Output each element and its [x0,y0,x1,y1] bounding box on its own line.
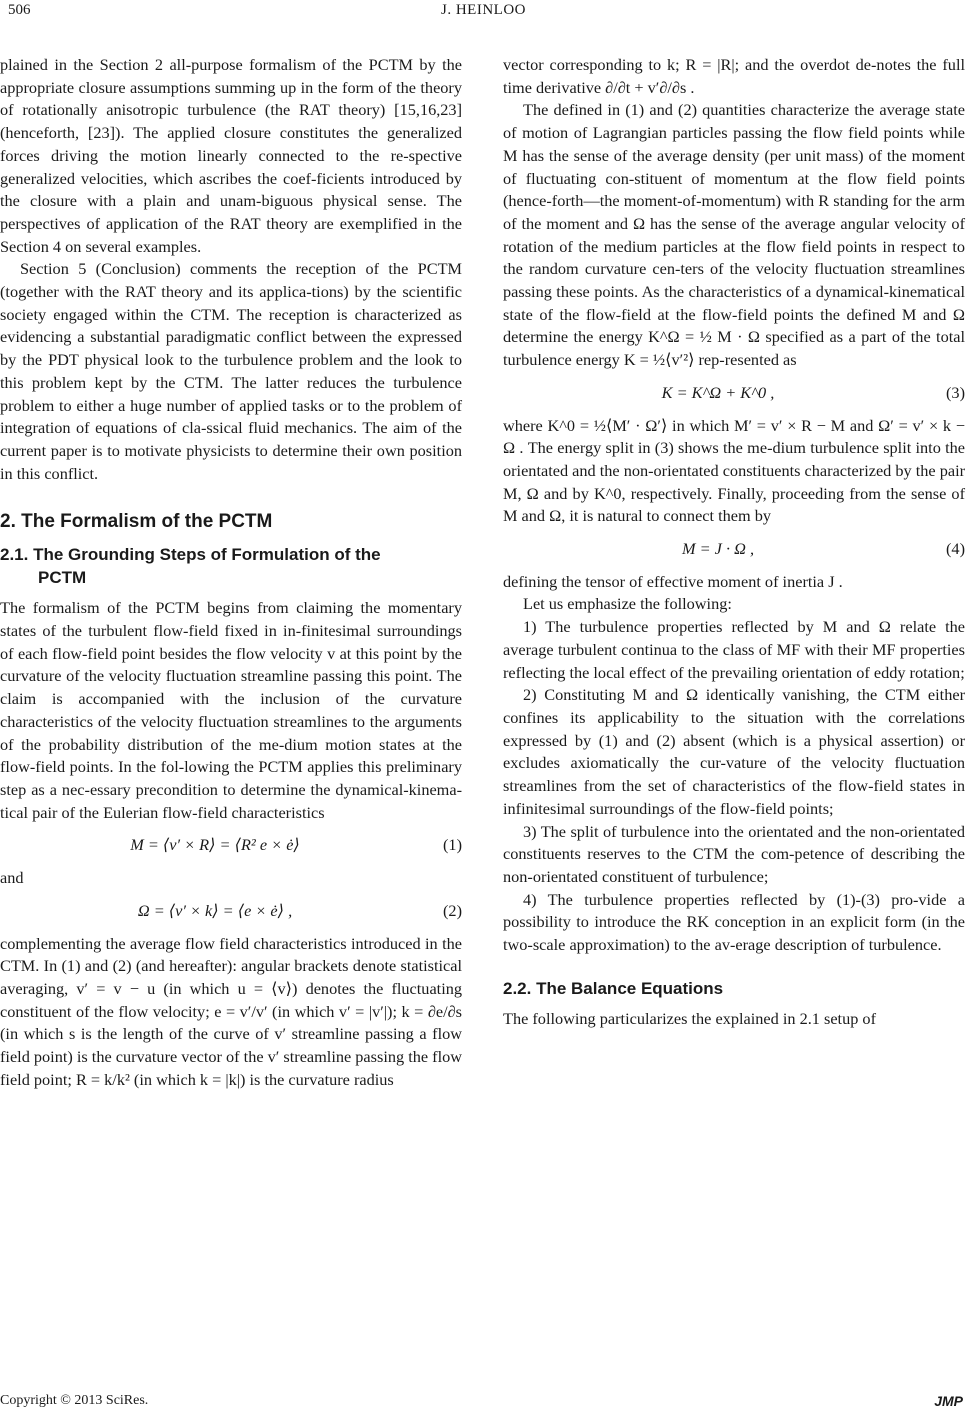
running-author: J. HEINLOO [441,2,526,18]
equation-number: (2) [443,900,462,920]
equation-3 [503,382,965,405]
paragraph: vector corresponding to k; R = |R|; and the overdot de-notes the full time derivative ∂/∂t + v′∂/∂s . [503,55,965,97]
paragraph: and [0,868,24,888]
paragraph: The defined in (1) and (2) quantities characterize the average state of motion of Lagrangian particles passing the flow field points while M has the sense of the average density (per unit mass) of the moment of fluctuating con-stituent of momentum at the flow field points (hence-forth—the moment-of-momentum) with R standing for the arm of the moment and Ω has the sense of the average angular velocity of rotation of the medium particles at the flow field points in respect to the random curvature cen-ters of the velocity fluctuation streamlines passing these points. As the characteristics of a dynamical-kinematical state of the flow-field at the flow-field points the defined M and Ω determine the energy K^Ω = ½ M · Ω specified as a part of the total turbulence energy K = ½⟨v′²⟩ rep-resented as [503,100,965,370]
equation-1 [0,834,462,857]
equation-formula: M = ⟨v′ × R⟩ = ⟨R² e × ė⟩ [130,835,300,855]
paragraph: complementing the average flow field characteristics introduced in the CTM. In (1) and (2) (and hereafter): angular brackets denote statistical averaging, v′ = v − u (in which u = ⟨v⟩) denotes the fluctuating constituent of the flow velocity; e = v′/v′ (in which v′ = |v′|); k = ∂e/∂s (in which s is the length of the curve of v′ streamline passing a flow field point) is the curvature vector of the v′ streamline passing the flow field point; R = k/k² (in which k = |k|) is the curvature radius [0,933,463,1089]
subsection-heading: 2.2. The Balance Equations [503,978,724,998]
subsection-heading [0,543,462,589]
section-heading: 2. The Formalism of the PCTM [0,511,273,533]
list-item: 4) The turbulence properties reflected by (1)-(3) pro-vide a possibility to introduce the RK conception in an explicit form (in the two-scale approximation) to the av-erage description of turbulence. [503,889,965,955]
list-item: 2) Constituting M and Ω identically vanishing, the CTM either confines its applicability to the situation with the correlations expressed by (1) and (2) absent (which is a physical assertion) or excludes axiomatically the cur-vature of the velocity fluctuation streamlines from the set of characteristics of the flow-field states in infinitesimal surroundings of the flow-field points; [503,685,965,818]
left-column [0,54,462,1091]
list-item: 3) The split of turbulence into the orientated and the non-orientated constituents reserves to the CTM the com-petence of describing the non-orientated constituent of turbulence; [503,821,965,886]
list-item: 1) The turbulence properties reflected by M and Ω relate the average turbulent continua to the class of MF with their MF properties reflecting the local effect of the prevailing orientation of eddy rotation; [503,617,965,682]
paragraph: plained in the Section 2 all-purpose formalism of the PCTM by the appropriate closure assumptions summing up in the form of the theory of rotationally anisotropic turbulence (the RAT theory) [15,16,23] (henceforth, [23]). The applied closure constitutes the generalized forces driving the motion linearly connected to the re-spective generalized velocities, which ascribes the coef-ficients introduced by the closure with a plain and unam-biguous physical sense. The perspectives of application of the RAT theory are exemplified in the Section 4 on several examples. [0,55,462,256]
paragraph: defining the tensor of effective moment of inertia J . [503,571,843,591]
page-number: 506 [8,2,31,18]
page-header [0,0,967,30]
subsection-heading-line1: 2.1. The Grounding Steps of Formulation of the [0,545,381,565]
equation-4 [503,538,965,561]
paragraph: Let us emphasize the following: [523,594,732,614]
equation-number: (3) [946,382,965,402]
subsection-heading-line2: PCTM [38,568,87,588]
equation-formula: Ω = ⟨v′ × k⟩ = ⟨e × ė⟩ , [137,900,293,920]
equation-formula: K = K^Ω + K^0 , [661,382,775,402]
equation-number: (4) [946,539,965,559]
paragraph: The formalism of the PCTM begins from claiming the momentary states of the turbulent flow-field fixed in in-finitesimal surroundings of each flow-field point besides the flow velocity v at this point by the curvature of the velocity fluctuation streamline passing this point. The claim is accompanied with the inclusion of the curvature characteristics of the velocity fluctuation streamlines to the arguments of the probability distribution of the me-dium motion states at the flow-field points. In the fol-lowing the PCTM applies this preliminary step as a nec-essary precondition to determine the dynamical-kinema-tical pair of the Eulerian flow-field characteristics [0,598,462,822]
equation-formula: M = J · Ω , [681,539,755,559]
right-column [503,54,965,1030]
paragraph: where K^0 = ½⟨M′ · Ω′⟩ in which M′ = v′ × R − M and Ω′ = v′ × k − Ω . The energy split in (3) shows the me-dium turbulence split into the orientated and the non-orientated constituents characterized by the pair M, Ω and by K^0, respectively. Finally, proceeding from the sense of M and Ω, it is natural to connect them by [503,415,966,526]
equation-2 [0,900,462,923]
paragraph: The following particularizes the explained in 2.1 setup of [503,1008,876,1028]
journal-abbrev: JMP [934,1393,963,1409]
copyright-notice: Copyright © 2013 SciRes. [0,1393,149,1408]
paragraph: Section 5 (Conclusion) comments the reception of the PCTM (together with the RAT theory and its applica-tions) by the scientific society engaged within the CTM. The reception is characterized as evidencing a substantial paradigmatic conflict between the expressed by the PDT physical look to the turbulence problem and the look to this problem kept by the CTM. The latter reduces the turbulence problem to either a huge number of applied tasks or to the problem of integration of equations of cla-ssical fluid mechanics. The aim of the current paper is to motivate physicists to determine their own position in this conflict. [0,259,462,483]
equation-number: (1) [443,835,462,855]
